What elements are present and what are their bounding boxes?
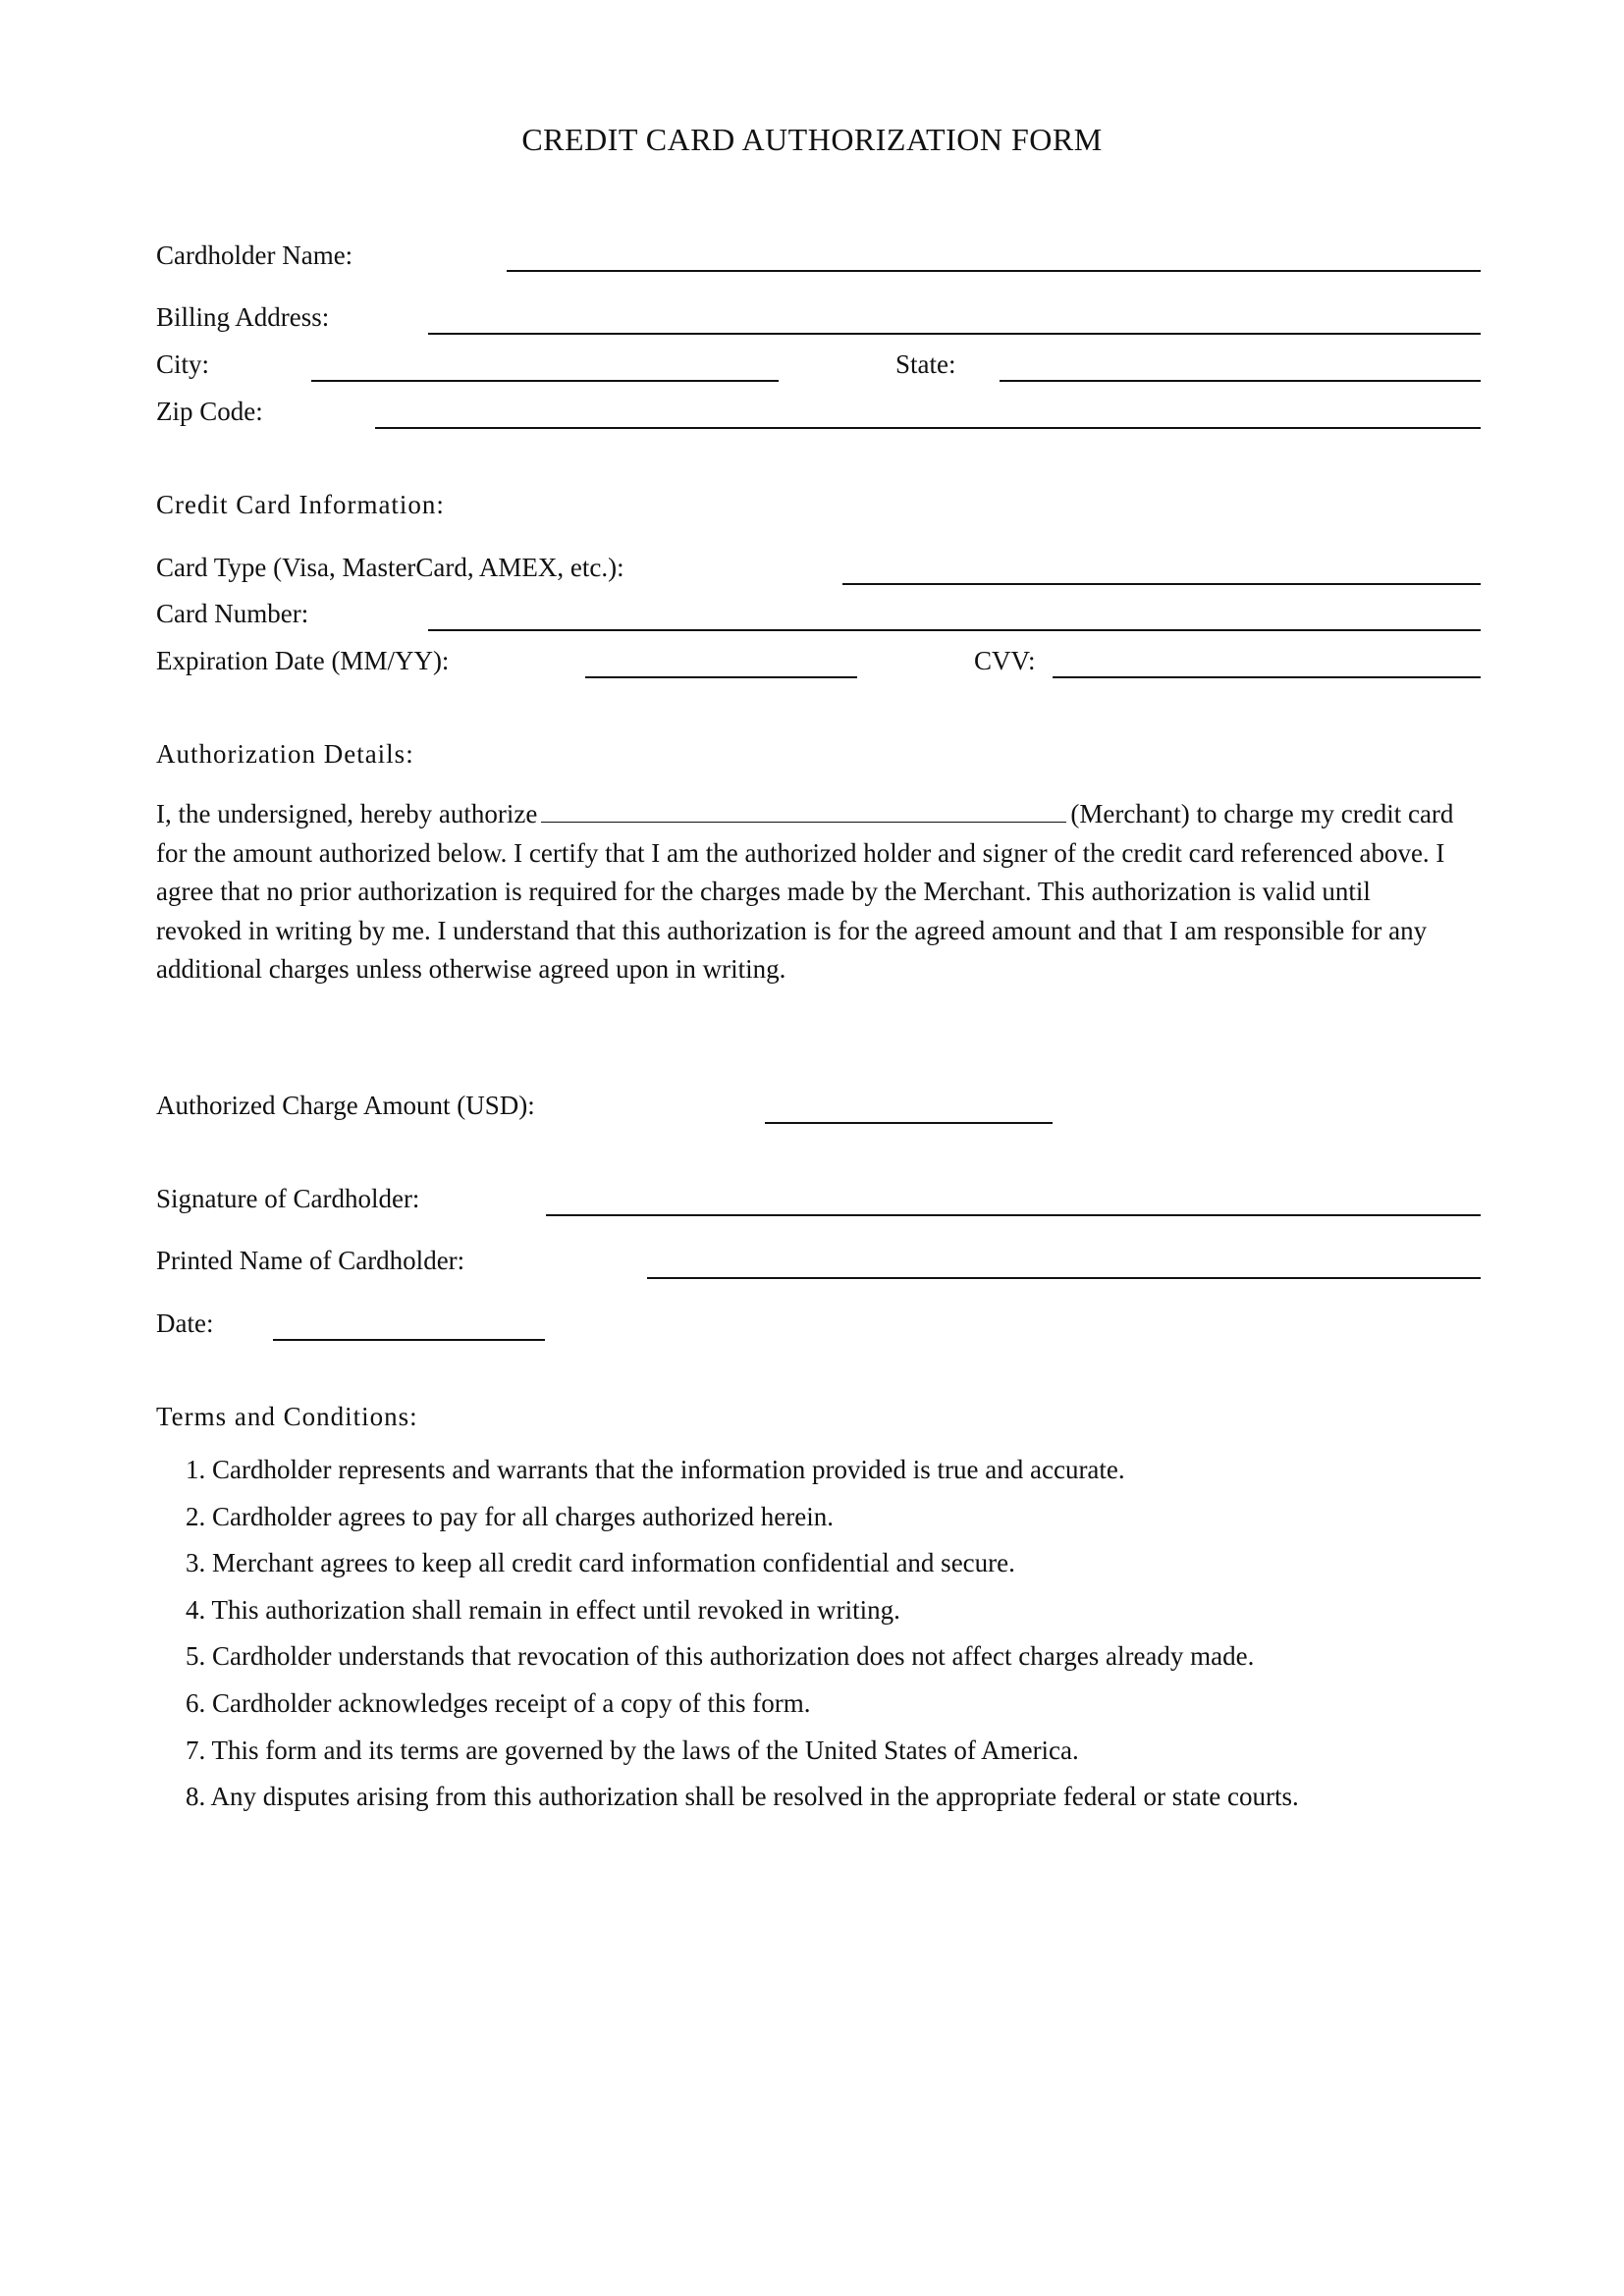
terms-section-heading: Terms and Conditions:: [156, 1402, 418, 1431]
terms-list-item: 6. Cardholder acknowledges receipt of a copy of this form.: [186, 1687, 811, 1718]
expiration-date-field[interactable]: [585, 676, 857, 678]
billing-address-field[interactable]: [428, 333, 1481, 335]
terms-list-item: 8. Any disputes arising from this authorization shall be resolved in the appropriate federal or state courts.: [186, 1782, 1299, 1812]
charge-amount-label: Authorized Charge Amount (USD):: [156, 1091, 535, 1120]
signature-field[interactable]: [546, 1214, 1481, 1216]
date-label: Date:: [156, 1308, 214, 1338]
cvv-label: CVV:: [974, 646, 1036, 675]
terms-list-item: 2. Cardholder agrees to pay for all charges authorized herein.: [186, 1501, 834, 1531]
credit-card-section-heading: Credit Card Information:: [156, 490, 445, 519]
city-label: City:: [156, 349, 210, 379]
charge-amount-field[interactable]: [765, 1122, 1053, 1124]
terms-list-item: 4. This authorization shall remain in effect until revoked in writing.: [186, 1594, 900, 1625]
cardholder-name-label: Cardholder Name:: [156, 240, 353, 270]
date-field[interactable]: [273, 1339, 545, 1341]
terms-list-item: 3. Merchant agrees to keep all credit card information confidential and secure.: [186, 1548, 1015, 1578]
cvv-field[interactable]: [1053, 676, 1481, 678]
state-field[interactable]: [1000, 380, 1481, 382]
card-type-label: Card Type (Visa, MasterCard, AMEX, etc.):: [156, 553, 624, 582]
terms-list: [186, 1453, 1462, 1827]
authorization-text-start: I, the undersigned, hereby authorize: [156, 799, 538, 828]
authorization-paragraph: [156, 795, 1462, 989]
printed-name-field[interactable]: [647, 1277, 1481, 1279]
terms-list-item: 1. Cardholder represents and warrants that the information provided is true and accurate.: [186, 1455, 1125, 1484]
zip-code-field[interactable]: [375, 427, 1481, 429]
expiration-date-label: Expiration Date (MM/YY):: [156, 646, 450, 675]
authorization-text-rest: (Merchant) to charge my credit card for the amount authorized below. I certify that I am the authorized holder and signer of the credit card referenced above. I agree that no prior authorization is required for the charges made by the Merchant. This authorization is valid until revoked in writing by me. I understand that this authorization is for the agreed amount and that I am responsible for any additional charges unless otherwise agreed upon in writing.: [156, 799, 1454, 984]
state-label: State:: [895, 349, 956, 379]
terms-list-item: 7. This form and its terms are governed by the laws of the United States of America.: [186, 1735, 1079, 1765]
merchant-name-field[interactable]: [541, 800, 1066, 823]
authorization-section-heading: Authorization Details:: [156, 739, 414, 769]
zip-code-label: Zip Code:: [156, 397, 263, 426]
card-number-label: Card Number:: [156, 599, 309, 628]
card-number-field[interactable]: [428, 629, 1481, 631]
city-field[interactable]: [311, 380, 779, 382]
signature-label: Signature of Cardholder:: [156, 1184, 420, 1213]
billing-address-label: Billing Address:: [156, 302, 330, 332]
card-type-field[interactable]: [842, 583, 1481, 585]
form-title: CREDIT CARD AUTHORIZATION FORM: [521, 122, 1103, 157]
printed-name-label: Printed Name of Cardholder:: [156, 1246, 465, 1275]
terms-list-item: 5. Cardholder understands that revocation of this authorization does not affect charges already made.: [186, 1641, 1255, 1672]
cardholder-name-field[interactable]: [507, 270, 1481, 272]
